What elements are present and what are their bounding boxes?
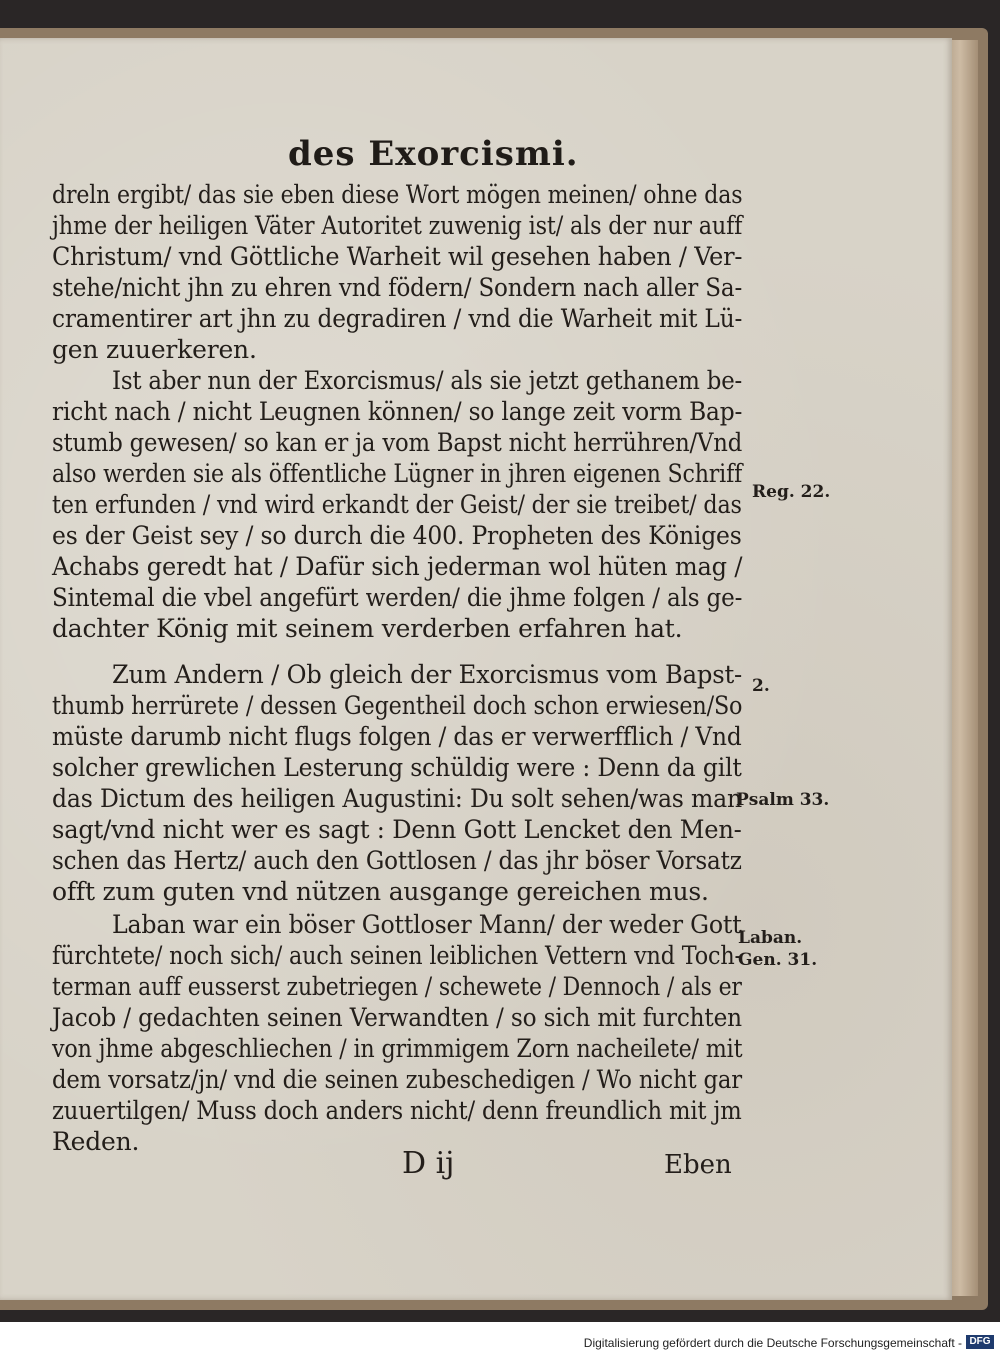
text-line: offt zum guten vnd nützen ausgange gereichen mus. bbox=[52, 877, 709, 906]
funding-notice: Digitalisierung gefördert durch die Deutsche Forschungsgemeinschaft - bbox=[583, 1336, 962, 1350]
text-line: sagt/vnd nicht wer es sagt : Denn Gott Lencket den Men- bbox=[52, 815, 742, 844]
text-line: Ist aber nun der Exorcismus/ als sie jetzt gethanem be- bbox=[112, 366, 743, 395]
text-line: cramentirer art jhn zu degradiren / vnd die Warheit mit Lü- bbox=[52, 304, 743, 333]
text-line: gen zuuerkeren. bbox=[52, 335, 257, 364]
text-line: also werden sie als öffentliche Lügner in jhren eigenen Schriff bbox=[52, 459, 743, 488]
dfg-logo-icon: DFG bbox=[966, 1335, 994, 1349]
text-line: Jacob / gedachten seinen Verwandten / so sich mit furchten bbox=[52, 1003, 742, 1032]
text-line: Christum/ vnd Göttliche Warheit wil gesehen haben / Ver- bbox=[52, 242, 743, 271]
text-line: Zum Andern / Ob gleich der Exorcismus vom Bapst- bbox=[112, 660, 743, 689]
margin-note: Gen. 31. bbox=[738, 950, 818, 970]
text-line: stehe/nicht jhn zu ehren vnd födern/ Sondern nach aller Sa- bbox=[52, 273, 743, 302]
text-line: dachter König mit seinem verderben erfahren hat. bbox=[52, 614, 683, 643]
text-line: fürchtete/ noch sich/ auch seinen leiblichen Vettern vnd Toch- bbox=[52, 941, 742, 970]
text-line: solcher grewlichen Lesterung schüldig were : Denn da gilt bbox=[52, 753, 742, 782]
signature-mark: D ij bbox=[402, 1146, 455, 1181]
text-line: terman auff eusserst zubetriegen / schewete / Dennoch / als er bbox=[52, 972, 742, 1001]
text-line: jhme der heiligen Väter Autoritet zuwenig ist/ als der nur auff bbox=[52, 211, 743, 240]
text-line: Achabs geredt hat / Dafür sich jederman wol hüten mag / bbox=[52, 552, 743, 581]
text-line: stumb gewesen/ so kan er ja vom Bapst nicht herrühren/Vnd bbox=[52, 428, 743, 457]
running-head: des Exorcismi. bbox=[288, 134, 579, 174]
margin-note: Psalm 33. bbox=[736, 790, 830, 810]
text-line: Sintemal die vbel angefürt werden/ die jhme folgen / als ge- bbox=[52, 583, 743, 612]
margin-note: Reg. 22. bbox=[752, 482, 831, 502]
text-line: das Dictum des heiligen Augustini: Du solt sehen/was man bbox=[52, 784, 743, 813]
text-line: zuuertilgen/ Muss doch anders nicht/ denn freundlich mit jm bbox=[52, 1096, 742, 1125]
book-page bbox=[0, 38, 952, 1300]
text-line: müste darumb nicht flugs folgen / das er verwerfflich / Vnd bbox=[52, 722, 742, 751]
text-line: Reden. bbox=[52, 1127, 140, 1156]
text-line: von jhme abgeschliechen / in grimmigem Zorn nacheilete/ mit bbox=[52, 1034, 743, 1063]
text-line: dem vorsatz/jn/ vnd die seinen zubeschedigen / Wo nicht gar bbox=[52, 1065, 742, 1094]
catchword: Eben bbox=[664, 1150, 732, 1180]
book-cover-edge bbox=[948, 40, 978, 1296]
text-line: ten erfunden / vnd wird erkandt der Geist/ der sie treibet/ das bbox=[52, 490, 742, 519]
text-line: dreln ergibt/ das sie eben diese Wort mögen meinen/ ohne das bbox=[52, 180, 743, 209]
text-line: es der Geist sey / so durch die 400. Propheten des Königes bbox=[52, 521, 742, 550]
text-line: richt nach / nicht Leugnen können/ so lange zeit vorm Bap- bbox=[52, 397, 743, 426]
margin-note: 2. bbox=[752, 676, 770, 696]
text-line: thumb herrürete / dessen Gegentheil doch schon erwiesen/So bbox=[52, 691, 743, 720]
margin-note: Laban. bbox=[738, 928, 803, 948]
text-line: schen das Hertz/ auch den Gottlosen / das jhr böser Vorsatz bbox=[52, 846, 742, 875]
text-line: Laban war ein böser Gottloser Mann/ der weder Gott bbox=[112, 910, 742, 939]
